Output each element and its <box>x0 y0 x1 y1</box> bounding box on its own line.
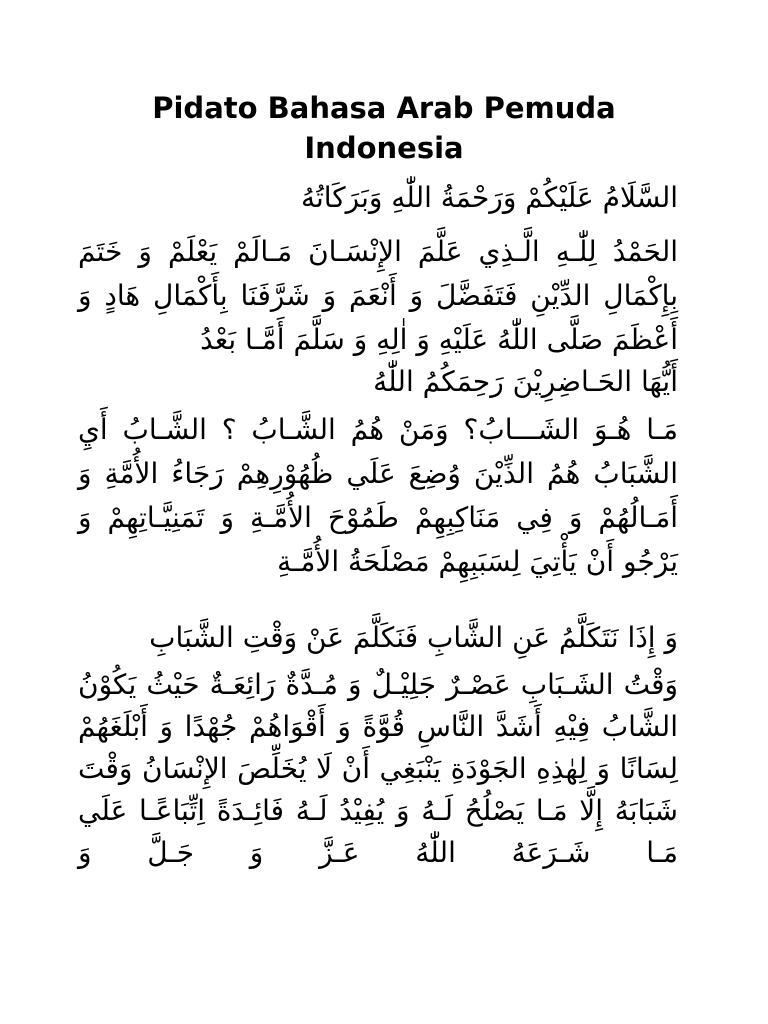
question-paragraph: مَـا هُـوَ الشَـــابُ؟ وَمَنْ هُمُ الشَّـابُ ؟ الشَّـابُ أَيِ الشَّبَابُ هُمُ الذِّيْنَ وُضِعَ عَلَي ظُهُوْرِهِمْ رَجَاءُ الأُمَّةِ وَ أَمَـالُهُمْ وَ فِي مَنَاكِبِهِمْ طَمُوْحَ الأُمَّـةِ وَ تَمَنِيَّـاتِهِمْ وَ يَرْجُو أَنْ يَأْتِيَ لِسَبَبِهِمْ مَصْلَحَةُ الأُمَّـةِ <box>78 413 678 578</box>
greeting-paragraph: السَّلَامُ عَلَيْكُمْ وَرَحْمَةُ اللّٰهِ وَبَرَكَاتُهُ <box>300 181 678 214</box>
document-title: Pidato Bahasa Arab Pemuda Indonesia <box>152 91 616 165</box>
address-paragraph: أَيُّهَا الحَـاضِرِيْنَ رَحِمَكُمُ اللّٰهُ <box>373 365 678 398</box>
youth-paragraph: وَقْتُ الشَـبَابِ عَصْـرٌ جَلِيْـلٌ وَ مُـدَّةٌ رَائِعَـةٌ حَيْثُ يَكُوْنُ الشَّابُ فِيْهِ أَشَدَّ النَّاسِ قُوَّةً وَ أَقْوَاهُمْ جُهْدًا وَ أَبْلَغَهُمْ لِسَانًا وَ لِهٰذِهِ الجَوْدَةِ يَنْبَغِي أَنْ لَا يُخَلِّصَ الإِنْسَانُ وَقْتَ شَبَابَهُ إِلَّا مَـا يَصْلُحُ لَـهُ وَ يُفِيْدُ لَـهُ فَائِـدَةً اِتِّبَاعًـا عَلَي مَـا شَـرَعَهُ اللّٰهُ عَـزَّ وَ جَـلَّ وَ <box>78 668 678 869</box>
hamd-paragraph: الحَمْدُ لِلّٰـهِ الَّـذِي عَلَّمَ الإِنْسَـانَ مَـالَمْ يَعْلَمْ وَ خَتَمَ بِإِكْمَالِ الدِّيْنِ فَتَفَضَّلَ وَ أَنْعَمَ وَ شَرَّفَنَا بِأَكْمَالِ هَادٍ وَ أَعْظَمَ صَلَّى اللّٰهُ عَلَيْهِ وَ اٰلِهِ وَ سَلَّمَ أَمَّـا بَعْدُ <box>78 235 678 356</box>
topic-paragraph: وَ إِذَا نَتَكَلَّمُ عَنِ الشَّابِ فَنَكَلَّمَ عَنْ وَقْتِ الشَّبَابِ <box>149 621 678 654</box>
